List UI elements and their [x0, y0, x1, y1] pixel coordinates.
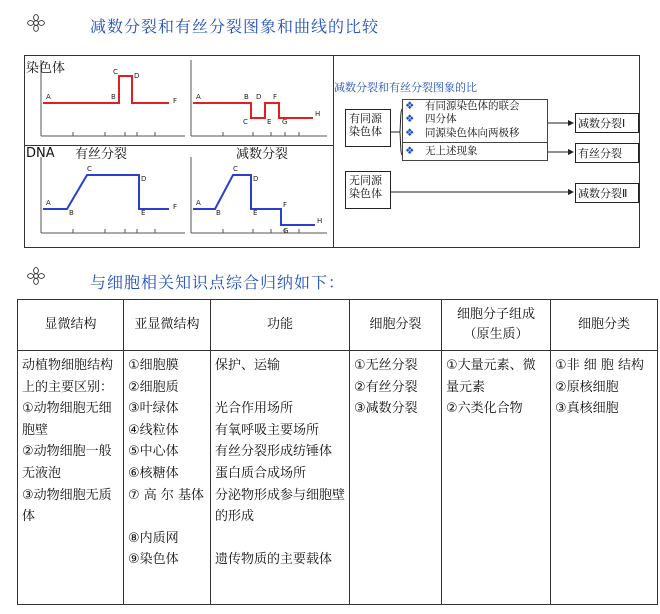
meiosis-label: 减数分裂	[236, 147, 289, 162]
graph3-point-label: B	[69, 209, 74, 217]
graph4-point-label: A	[196, 199, 201, 207]
graph1-point-label: A	[46, 93, 51, 101]
header-division: 细胞分裂	[350, 300, 442, 351]
cell-submicroscopic: ①细胞膜 ②细胞质 ③叶绿体 ④线粒体 ⑤中心体 ⑥核糖体 ⑦ 高 尔 基体 ⑧内质网 ⑨染色体	[124, 351, 211, 605]
graph4-point-label: G	[283, 227, 289, 235]
diamond-bullet-icon: ❖	[405, 100, 415, 112]
graph2-point-label: B	[244, 93, 249, 101]
graph1-point-label: F	[173, 97, 178, 105]
graph1-point-label: B	[111, 93, 116, 101]
meiosis-chromosome-graph	[189, 58, 329, 140]
graph4-point-label: B	[216, 209, 221, 217]
no-homologous-box	[345, 171, 391, 209]
flower-bullet-icon	[26, 13, 46, 33]
table-header-row	[18, 300, 658, 351]
diagram-title: 减数分裂和有丝分裂图象的比	[334, 81, 477, 94]
comparison-panel	[24, 55, 640, 248]
result-meiosis1-box	[575, 113, 639, 133]
cell-classification: ①非 细 胞 结构 ②原核细胞 ③真核细胞	[551, 351, 658, 605]
diamond-bullet-icon: ❖	[405, 113, 415, 125]
graph1-point-label: D	[134, 72, 140, 80]
graph2-point-label: A	[196, 93, 201, 101]
criterion-tetrad: 四分体	[425, 113, 457, 125]
diamond-bullet-icon: ❖	[405, 127, 415, 139]
graph4-point-label: H	[317, 217, 323, 225]
graph3-point-label: C	[87, 165, 92, 173]
header-microscopic: 显微结构	[18, 300, 124, 351]
graph4-point-label: F	[283, 201, 288, 209]
section1-title: 减数分裂和有丝分裂图象和曲线的比较	[90, 17, 380, 36]
graph2-point-label: E	[267, 118, 272, 126]
graph3-point-label: D	[141, 175, 147, 183]
graph3-point-label: F	[173, 203, 178, 211]
graph4-point-label: E	[253, 209, 258, 217]
mitosis-dna-graph	[39, 155, 187, 237]
graph3-point-label: E	[141, 209, 146, 217]
result-meiosis2: 减数分裂Ⅱ	[578, 187, 628, 200]
diamond-bullet-icon: ❖	[405, 145, 415, 157]
graph4-point-label: C	[233, 165, 238, 173]
mitosis-chromosome-graph	[39, 58, 187, 140]
result-meiosis2-box	[575, 183, 639, 203]
result-mitosis: 有丝分裂	[578, 147, 622, 160]
section2-title: 与细胞相关知识点综合归纳如下：	[90, 273, 346, 292]
result-meiosis1: 减数分裂Ⅰ	[578, 117, 626, 130]
result-mitosis-box	[575, 143, 639, 163]
chromosome-label: 染色体	[26, 61, 66, 76]
graph4-point-label: D	[253, 175, 259, 183]
criteria-divider	[402, 142, 548, 143]
no-homologous-box-text: 无同源 染色体	[349, 174, 382, 200]
graph2-point-label: D	[256, 93, 262, 101]
homologous-box	[345, 109, 391, 147]
cell-composition: ①大量元素、微量元素 ②六类化合物	[442, 351, 551, 605]
cell-knowledge-table	[17, 299, 658, 605]
dna-label: DNA	[26, 146, 55, 161]
flower-bullet-icon	[26, 266, 46, 286]
header-classification: 细胞分类	[551, 300, 658, 351]
graph2-point-label: H	[315, 110, 321, 118]
graph2-point-label: F	[273, 93, 278, 101]
mitosis-label: 有丝分裂	[75, 147, 128, 162]
meiosis-dna-graph	[189, 155, 329, 237]
criterion-synapsis: 有同源染色体的联会	[425, 100, 520, 112]
cell-function: 保护、运输 光合作用场所 有氧呼吸主要场所 有丝分裂形成纺锤体 蛋白质合成场所 分泌物形成参与细胞壁的形成 遗传物质的主要载体	[211, 351, 350, 605]
header-composition: 细胞分子组成（原生质）	[442, 300, 551, 351]
graph3-point-label: A	[46, 199, 51, 207]
graph2-point-label: G	[282, 118, 288, 126]
homologous-box-text: 有同源 染色体	[349, 112, 382, 138]
graph1-point-label: C	[113, 68, 118, 76]
table-row	[18, 351, 658, 605]
header-submicroscopic: 亚显微结构	[124, 300, 211, 351]
criterion-homolog-separation: 同源染色体向两极移	[425, 127, 520, 139]
criterion-none: 无上述现象	[425, 145, 478, 157]
cell-microscopic: 动植物细胞结构上的主要区别： ①动物细胞无细胞壁 ②动物细胞一般无液泡 ③动物细胞无质体	[18, 351, 124, 605]
cell-division: ①无丝分裂 ②有丝分裂 ③减数分裂	[350, 351, 442, 605]
header-function: 功能	[211, 300, 350, 351]
graph2-point-label: C	[243, 118, 248, 126]
